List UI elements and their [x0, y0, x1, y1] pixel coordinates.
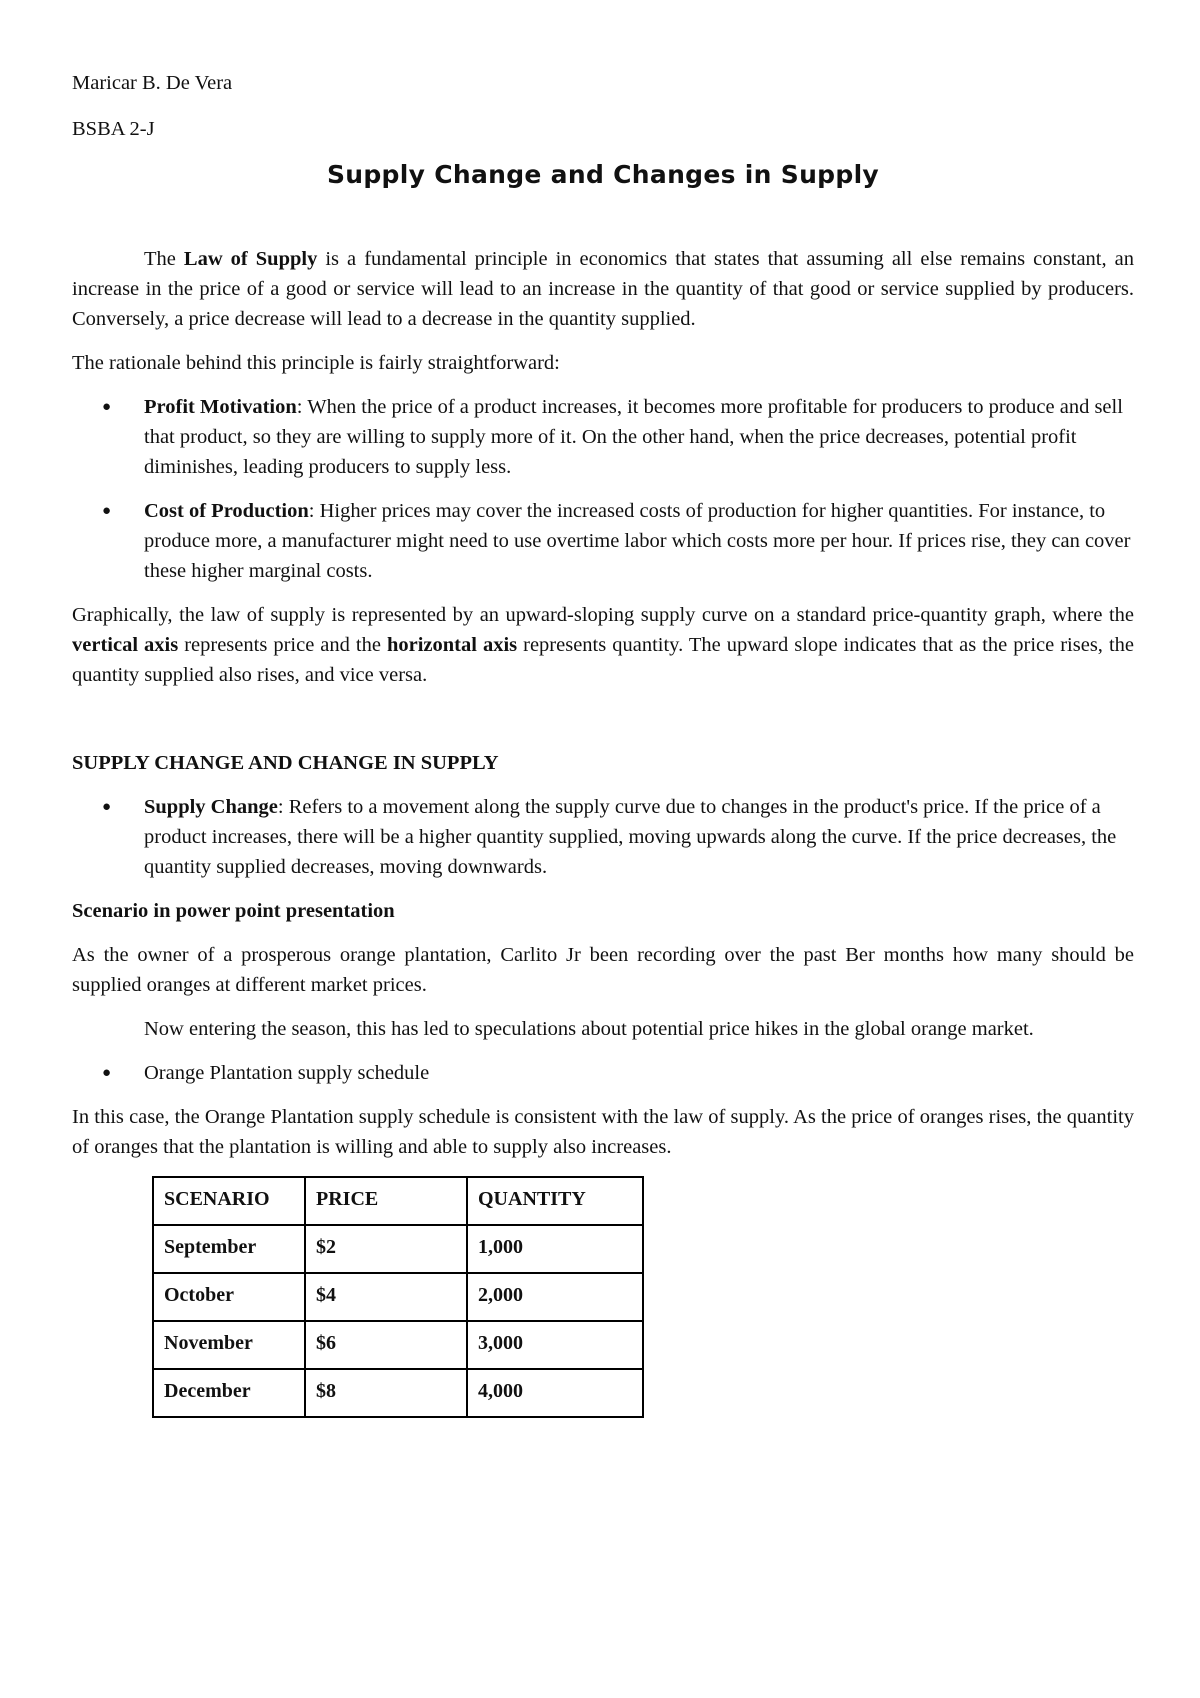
reason-text: : Higher prices may cover the increased costs of production for higher quantities. For instance, to produce more, a manufacturer might need to use overtime labor which costs more per hour. If prices rise, they can cover these higher marginal costs.: [144, 500, 1131, 582]
table-header-row: [153, 1177, 643, 1225]
table-cell: October: [153, 1273, 305, 1321]
scenario-paragraph: As the owner of a prosperous orange plantation, Carlito Jr been recording over the past Ber months how many should be supplied oranges at different market prices.: [72, 944, 1134, 996]
intro-lead: The: [144, 248, 184, 270]
scenario-heading-text: Scenario in power point presentation: [72, 900, 395, 922]
section-heading: SUPPLY CHANGE AND CHANGE IN SUPPLY: [72, 752, 499, 774]
table-cell: 3,000: [467, 1321, 643, 1369]
list-item: [72, 792, 1134, 882]
list-item: ● Orange Plantation supply schedule: [72, 1058, 1134, 1088]
class-section: BSBA 2-J: [72, 118, 155, 140]
conclusion-paragraph: In this case, the Orange Plantation supply schedule is consistent with the law of supply. As the price of oranges rises, the quantity of oranges that the plantation is willing and able to supply also increases.: [72, 1106, 1134, 1158]
supply-change-list: [72, 792, 1134, 882]
table-cell: November: [153, 1321, 305, 1369]
table-cell: September: [153, 1225, 305, 1273]
header-cell: PRICE: [305, 1177, 467, 1225]
table-row: [153, 1273, 643, 1321]
table-cell: December: [153, 1369, 305, 1417]
list-item: [72, 496, 1134, 586]
schedule-list: [72, 1058, 1134, 1088]
intro-paragraph: [72, 244, 1134, 334]
header-cell: SCENARIO: [153, 1177, 305, 1225]
horizontal-axis-term: horizontal axis: [386, 634, 518, 656]
list-item: [72, 392, 1134, 482]
table-cell: 1,000: [467, 1225, 643, 1273]
author-name: Maricar B. De Vera: [72, 72, 233, 94]
season-paragraph: Now entering the season, this has led to speculations about potential price hikes in the global orange market.: [144, 1018, 1034, 1040]
law-of-supply-term: Law of Supply: [183, 248, 318, 270]
graphic-text: Graphically, the law of supply is represented by an upward-sloping supply curve on a standard price-quantity graph, where the: [72, 604, 1134, 626]
table-cell: 4,000: [467, 1369, 643, 1417]
header-cell: QUANTITY: [467, 1177, 643, 1225]
graphic-paragraph: [72, 600, 1134, 690]
rationale-list: [72, 392, 1134, 586]
rationale-intro: The rationale behind this principle is fairly straightforward:: [72, 352, 560, 374]
table-cell: $6: [305, 1321, 467, 1369]
reason-term: Profit Motivation: [144, 396, 297, 418]
document-title: Supply Change and Changes in Supply: [326, 160, 880, 189]
table-row: [153, 1225, 643, 1273]
graphic-text: represents quantity. The upward slope indicates that as the price rises, the quantity supplied also rises, and vice versa.: [72, 634, 1134, 686]
graphic-text: represents price and the: [178, 634, 387, 656]
vertical-axis-term: vertical axis: [72, 634, 179, 656]
table-row: [153, 1369, 643, 1417]
table-cell: $4: [305, 1273, 467, 1321]
table-cell: 2,000: [467, 1273, 643, 1321]
supply-schedule-table: [152, 1176, 644, 1418]
supply-change-text: : Refers to a movement along the supply curve due to changes in the product's price. If the price of a product increases, there will be a higher quantity supplied, moving upwards along the curve. If the price decreases, the quantity supplied decreases, moving downwards.: [144, 796, 1117, 878]
scenario-heading: [72, 896, 1134, 926]
supply-change-term: Supply Change: [144, 796, 278, 818]
reason-text: : When the price of a product increases, it becomes more profitable for producers to produce and sell that product, so they are willing to supply more of it. On the other hand, when the price decreases, potential profit diminishes, leading producers to supply less.: [144, 396, 1123, 478]
intro-rest: is a fundamental principle in economics that states that assuming all else remains constant, an increase in the price of a good or service will lead to an increase in the quantity of that good or service supplied by producers. Conversely, a price decrease will lead to a decrease in the quantity supplied.: [72, 248, 1134, 330]
table-cell: $2: [305, 1225, 467, 1273]
reason-term: Cost of Production: [144, 500, 309, 522]
document-page: [72, 68, 1134, 1418]
table-row: [153, 1321, 643, 1369]
table-cell: $8: [305, 1369, 467, 1417]
